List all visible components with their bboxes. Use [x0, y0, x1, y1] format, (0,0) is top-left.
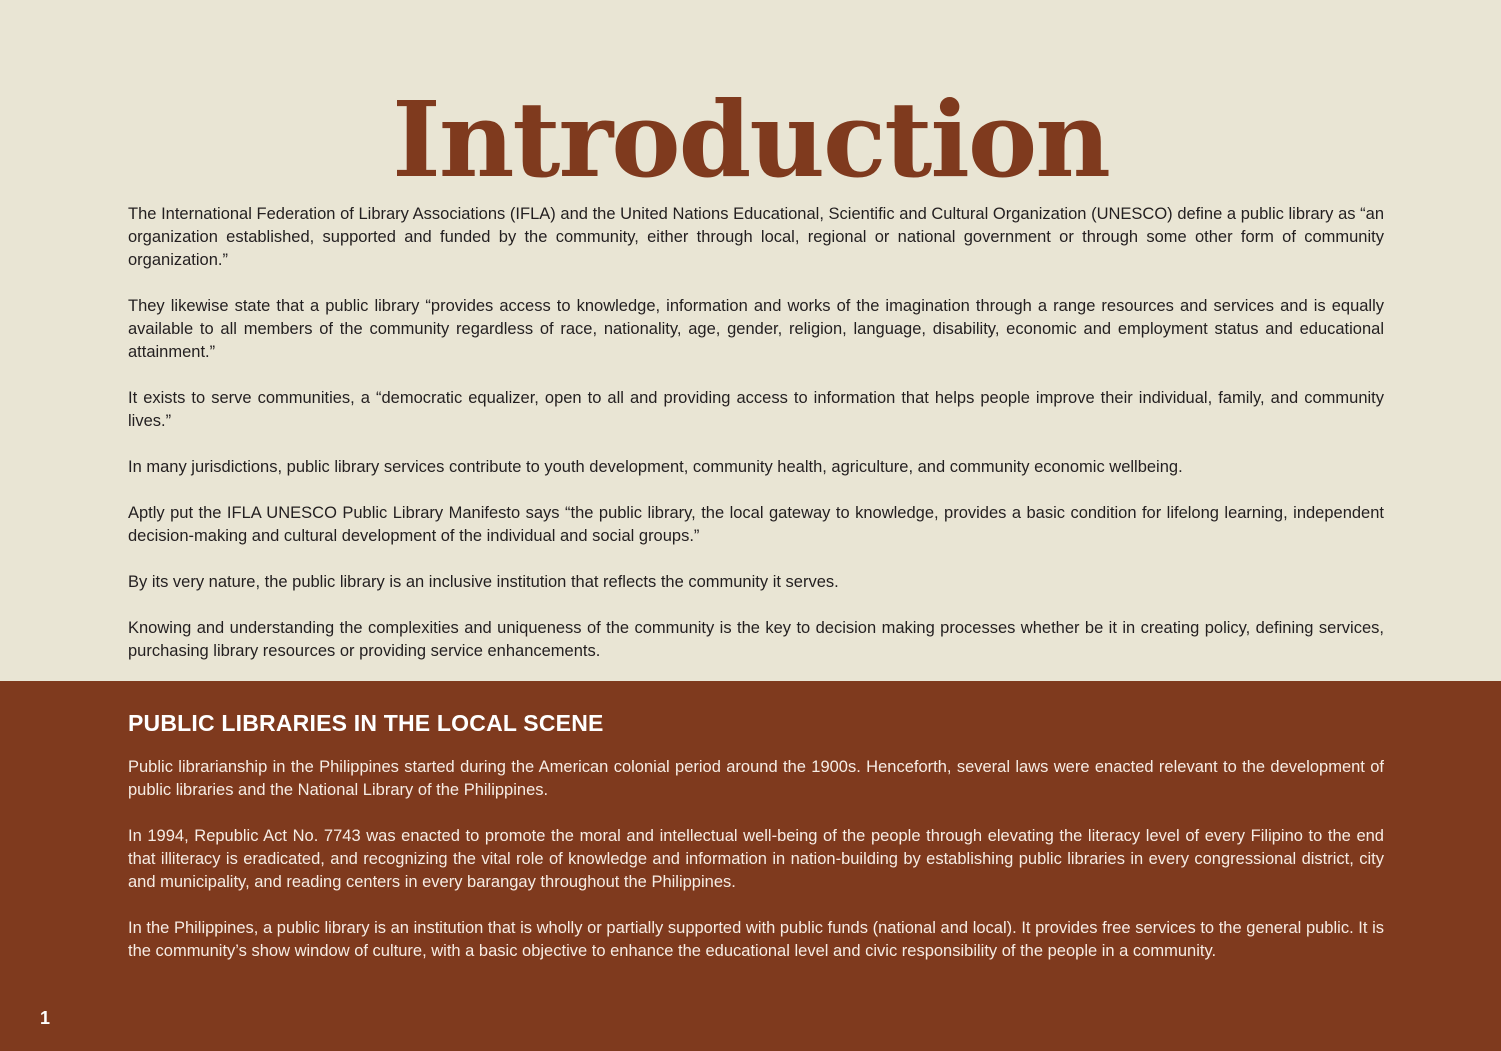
intro-paragraph-5: Aptly put the IFLA UNESCO Public Library Manifesto says “the public library, the local gateway to knowledge, provides a basic condition for lifelong learning, independent decision-making and cultural development of the individual and social groups.”: [128, 504, 1384, 545]
intro-paragraph-6: By its very nature, the public library is an inclusive institution that reflects the community it serves.: [128, 573, 839, 591]
intro-paragraph-1: The International Federation of Library Associations (IFLA) and the United Nations Educational, Scientific and Cultural Organization (UNESCO) define a public library as “an organization established, supported and funded by the community, either through local, regional or national government or through some other form of community organization.”: [128, 205, 1384, 269]
intro-body: [128, 203, 1384, 686]
local-paragraph-1: Public librarianship in the Philippines started during the American colonial period around the 1900s. Henceforth, several laws were enacted relevant to the development of public libraries and the National Library of the Philippines.: [128, 758, 1384, 799]
local-scene-section: [0, 681, 1501, 1051]
section-heading: PUBLIC LIBRARIES IN THE LOCAL SCENE: [128, 710, 604, 736]
local-paragraph-2: In 1994, Republic Act No. 7743 was enacted to promote the moral and intellectual well-being of the people through elevating the literacy level of every Filipino to the end that illiteracy is eradicated, and recognizing the vital role of knowledge and information in nation-building by establishing public libraries in every congressional district, city and municipality, and reading centers in every barangay throughout the Philippines.: [128, 827, 1384, 891]
page-title: Introduction: [392, 78, 1109, 201]
intro-paragraph-3: It exists to serve communities, a “democratic equalizer, open to all and providing access to information that helps people improve their individual, family, and community lives.”: [128, 389, 1384, 430]
intro-paragraph-4: In many jurisdictions, public library services contribute to youth development, community health, agriculture, and community economic wellbeing.: [128, 458, 1183, 476]
local-scene-body: [128, 756, 1384, 986]
intro-paragraph-7: Knowing and understanding the complexities and uniqueness of the community is the key to decision making processes whether be it in creating policy, defining services, purchasing library resources or providing service enhancements.: [128, 619, 1384, 660]
local-paragraph-3: In the Philippines, a public library is an institution that is wholly or partially supported with public funds (national and local). It provides free services to the general public. It is the community’s show window of culture, with a basic objective to enhance the educational level and civic responsibility of the people in a community.: [128, 919, 1384, 960]
page-number: 1: [40, 1008, 51, 1028]
intro-paragraph-2: They likewise state that a public library “provides access to knowledge, information and works of the imagination through a range resources and services and is equally available to all members of the community regardless of race, nationality, age, gender, religion, language, disability, economic and employment status and educational attainment.”: [128, 297, 1384, 361]
